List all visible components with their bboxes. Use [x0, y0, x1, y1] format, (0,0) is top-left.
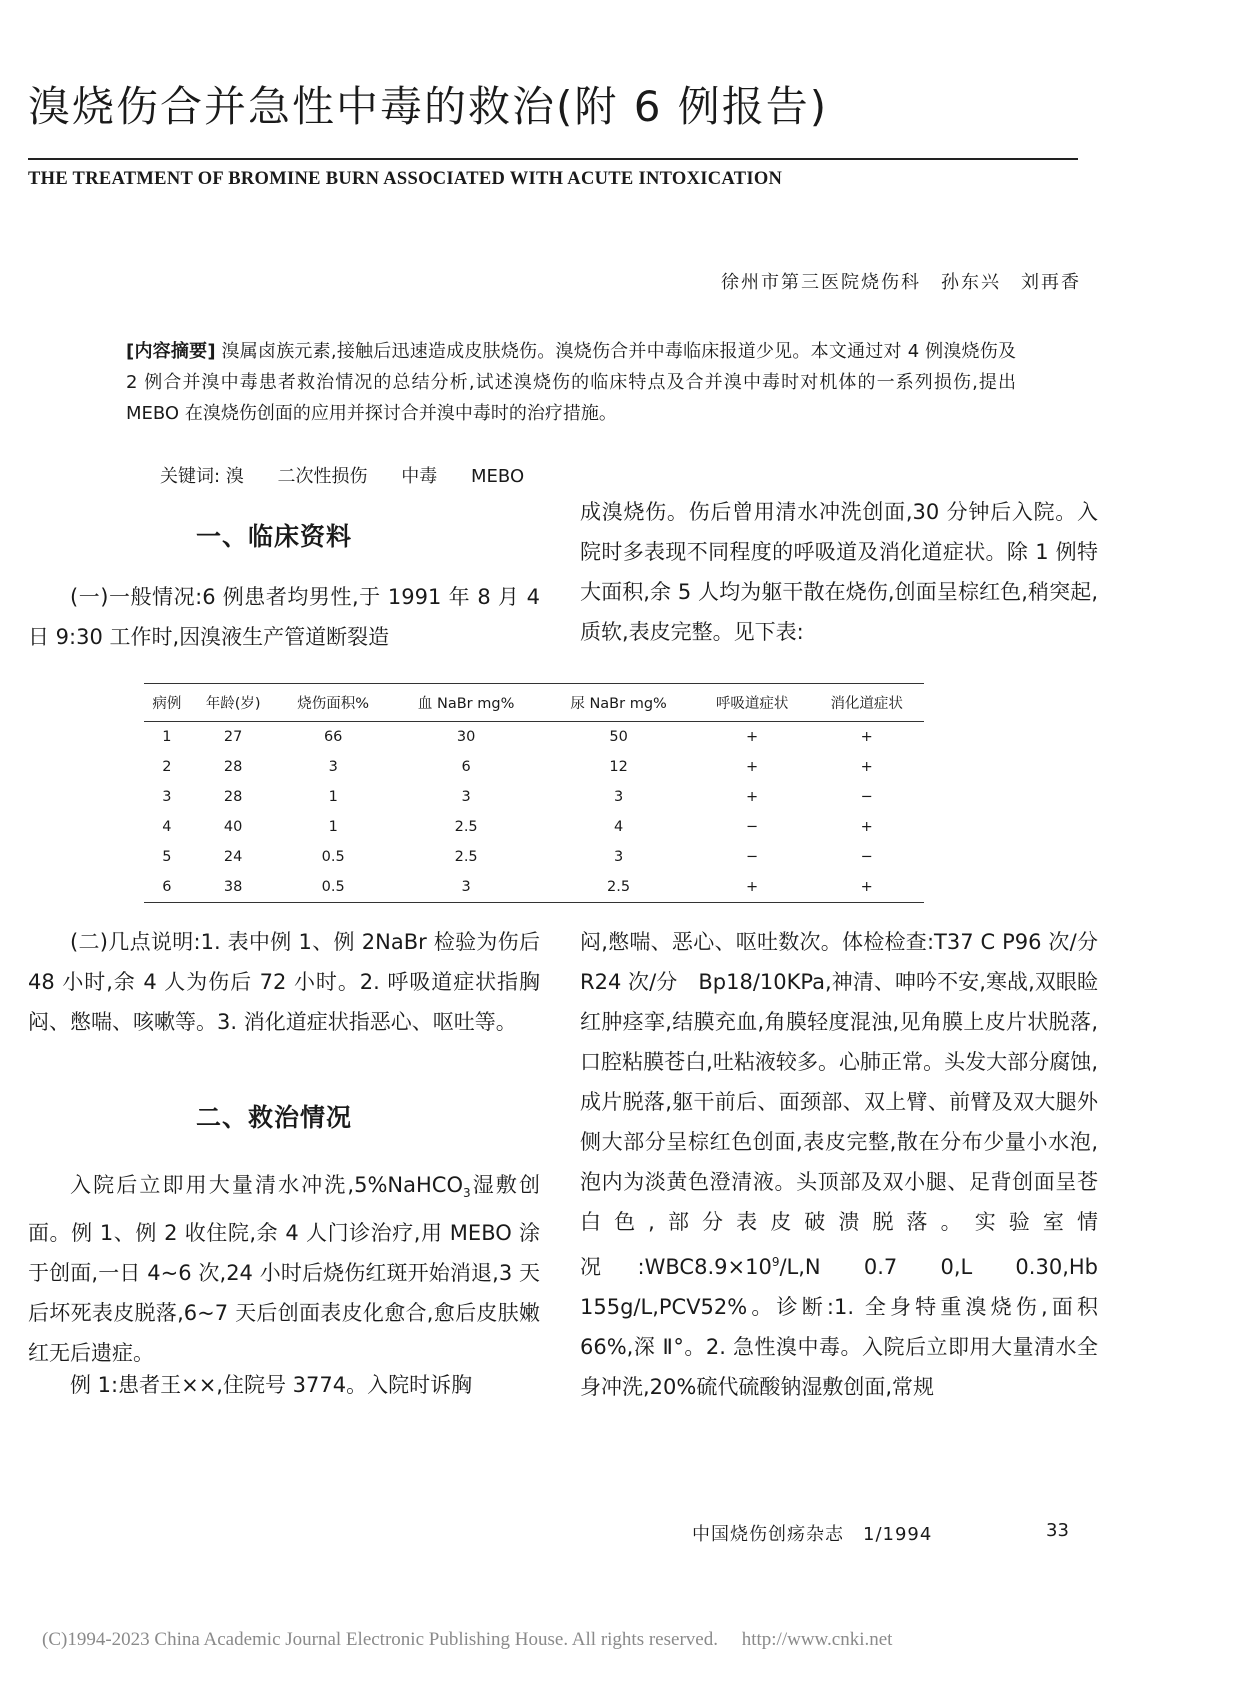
- table-header: 尿 NaBr mg%: [542, 684, 694, 722]
- case1-continued-paragraph: [580, 922, 1098, 1407]
- copyright-notice: (C)1994-2023 China Academic Journal Electronic Publishing House. All rights reserved. http://www.cnki.net: [42, 1629, 893, 1650]
- section2-heading: 二、救治情况: [196, 1103, 353, 1132]
- table-cell: +: [860, 759, 873, 775]
- table-cell: 24: [223, 849, 243, 865]
- table-header: 呼吸道症状: [695, 684, 810, 722]
- table-cell: 40: [223, 819, 243, 835]
- table-cell: +: [860, 729, 873, 745]
- table-cell: 30: [456, 729, 476, 745]
- table-row: [144, 752, 924, 782]
- article-title: 溴烧伤合并急性中毒的救治(附 6 例报告): [28, 82, 829, 131]
- journal-footer: 中国烧伤创疡杂志 1/1994: [692, 1524, 933, 1545]
- table-cell: 28: [223, 789, 243, 805]
- table-cell: 1: [162, 729, 172, 745]
- table-cell: −: [860, 849, 873, 865]
- section2-para1-text: 入院后立即用大量清水冲洗,5%NaHCO: [70, 1173, 463, 1197]
- table-header: 消化道症状: [809, 684, 924, 722]
- case1-text: 闷,憋喘、恶心、呕吐数次。体检检查:T37 C P96 次/分 R24 次/分 Bp18/10KPa,神清、呻吟不安,寒战,双眼睑红肿痉挛,结膜充血,角膜轻度混浊,见角膜上皮片状脱落,口腔粘膜苍白,吐粘液较多。心肺正常。头发大部分腐蚀,成片脱落,躯干前后、面颈部、双上臂、前臂及双大腿外侧大部分呈棕红色创面,表皮完整,散在分布少量小水泡,泡内为淡黄色澄清液。头顶部及双小腿、足背创面呈苍白色,部分表皮破溃脱落。实验室情况:WBC8.9×10: [580, 930, 1098, 1279]
- table-header: 病例: [144, 684, 190, 722]
- keywords: [160, 462, 552, 488]
- keywords-label: 关键词:: [160, 466, 221, 487]
- title-rule: [28, 158, 1078, 160]
- table-cell: 3: [328, 759, 338, 775]
- abstract-label: [内容摘要]: [126, 341, 216, 362]
- table-cell: 3: [390, 872, 542, 903]
- table-cell: +: [695, 872, 810, 903]
- section2-para1: [28, 1165, 540, 1373]
- keyword: MEBO: [471, 466, 525, 487]
- table-header-row: [144, 684, 924, 722]
- table-cell: +: [860, 819, 873, 835]
- abstract-text: 溴属卤族元素,接触后迅速造成皮肤烧伤。溴烧伤合并中毒临床报道少见。本文通过对 4 例溴烧伤及 2 例合并溴中毒患者救治情况的总结分析,试述溴烧伤的临床特点及合并溴中毒时对机体的一系列损伤,提出 MEBO 在溴烧伤创面的应用并探讨合并溴中毒时的治疗措施。: [126, 341, 1016, 424]
- table-cell: 0.5: [276, 872, 389, 903]
- table-cell: −: [860, 789, 873, 805]
- abstract: [126, 336, 1016, 429]
- table-row: [144, 722, 924, 753]
- table-cell: 50: [609, 729, 628, 745]
- case-table: [144, 683, 924, 903]
- table-cell: 6: [144, 872, 190, 903]
- subscript: 3: [463, 1186, 471, 1201]
- table-cell: +: [746, 789, 759, 805]
- table-cell: +: [809, 872, 924, 903]
- table-cell: +: [746, 729, 759, 745]
- keyword: 溴: [225, 466, 244, 487]
- table-cell: 1: [328, 819, 338, 835]
- table-row: [144, 812, 924, 842]
- table-cell: −: [746, 819, 759, 835]
- table-cell: 5: [162, 849, 172, 865]
- table-cell: 38: [190, 872, 277, 903]
- table-header: 血 NaBr mg%: [390, 684, 542, 722]
- case1-paragraph: 例 1:患者王××,住院号 3774。入院时诉胸: [70, 1373, 473, 1397]
- table-cell: +: [746, 759, 759, 775]
- superscript: 9: [771, 1255, 780, 1269]
- section1-heading: 一、临床资料: [196, 522, 353, 551]
- table-cell: 2: [162, 759, 172, 775]
- english-title: THE TREATMENT OF BROMINE BURN ASSOCIATED WITH ACUTE INTOXICATION: [28, 169, 783, 189]
- table-header: 年龄(岁): [190, 684, 277, 722]
- table-cell: 2.5: [454, 849, 478, 865]
- table-cell: 3: [613, 789, 624, 805]
- table-cell: −: [746, 849, 759, 865]
- table-cell: 3: [162, 789, 172, 805]
- page-number: 33: [1046, 1520, 1069, 1541]
- notes-paragraph: (二)几点说明:1. 表中例 1、例 2NaBr 检验为伤后 48 小时,余 4 人为伤后 72 小时。2. 呼吸道症状指胸闷、憋喘、咳嗽等。3. 消化道症状指恶心、呕吐等。: [28, 930, 540, 1034]
- table-cell: 1: [328, 789, 338, 805]
- keyword: 中毒: [401, 466, 438, 487]
- section1-para-right: 成溴烧伤。伤后曾用清水冲洗创面,30 分钟后入院。入院时多表现不同程度的呼吸道及消化道症状。除 1 例特大面积,余 5 人均为躯干散在烧伤,创面呈棕红色,稍突起,质软,表皮完整。见下表:: [580, 500, 1098, 644]
- table-cell: 27: [223, 729, 243, 745]
- table-cell: 6: [461, 759, 471, 775]
- section2-para1-text: 湿敷创面。例 1、例 2 收住院,余 4 人门诊治疗,用 MEBO 涂于创面,一日 4~6 次,24 小时后烧伤红斑开始消退,3 天后坏死表皮脱落,6~7 天后创面表皮化愈合,愈后皮肤嫩红无后遗症。: [28, 1173, 540, 1366]
- keyword: 二次性损伤: [277, 466, 368, 487]
- table-header: 烧伤面积%: [276, 684, 389, 722]
- table-row: [144, 872, 924, 903]
- table-cell: 0.5: [321, 849, 345, 865]
- table-cell: 3: [613, 849, 624, 865]
- table-cell: 12: [609, 759, 628, 775]
- table-row: [144, 842, 924, 872]
- table-cell: 4: [162, 819, 172, 835]
- table-cell: 66: [323, 729, 343, 745]
- author-affiliation: 徐州市第三医院烧伤科 孙东兴 刘再香: [721, 272, 1081, 293]
- table-cell: 3: [461, 789, 471, 805]
- table-cell: 28: [223, 759, 243, 775]
- table-cell: 2.5: [454, 819, 478, 835]
- section1-para-left: (一)一般情况:6 例患者均男性,于 1991 年 8 月 4 日 9:30 工作时,因溴液生产管道断裂造: [28, 585, 540, 649]
- table-cell: 4: [613, 819, 624, 835]
- case1-text: /L,N 0.7 0,L 0.30,Hb 155g/L,PCV52%。诊断:1. 全身特重溴烧伤,面积 66%,深 Ⅱ°。2. 急性溴中毒。入院后立即用大量清水全身冲洗,20%硫代硫酸钠湿敷创面,常规: [580, 1255, 1098, 1399]
- table-cell: 2.5: [542, 872, 694, 903]
- table-row: [144, 782, 924, 812]
